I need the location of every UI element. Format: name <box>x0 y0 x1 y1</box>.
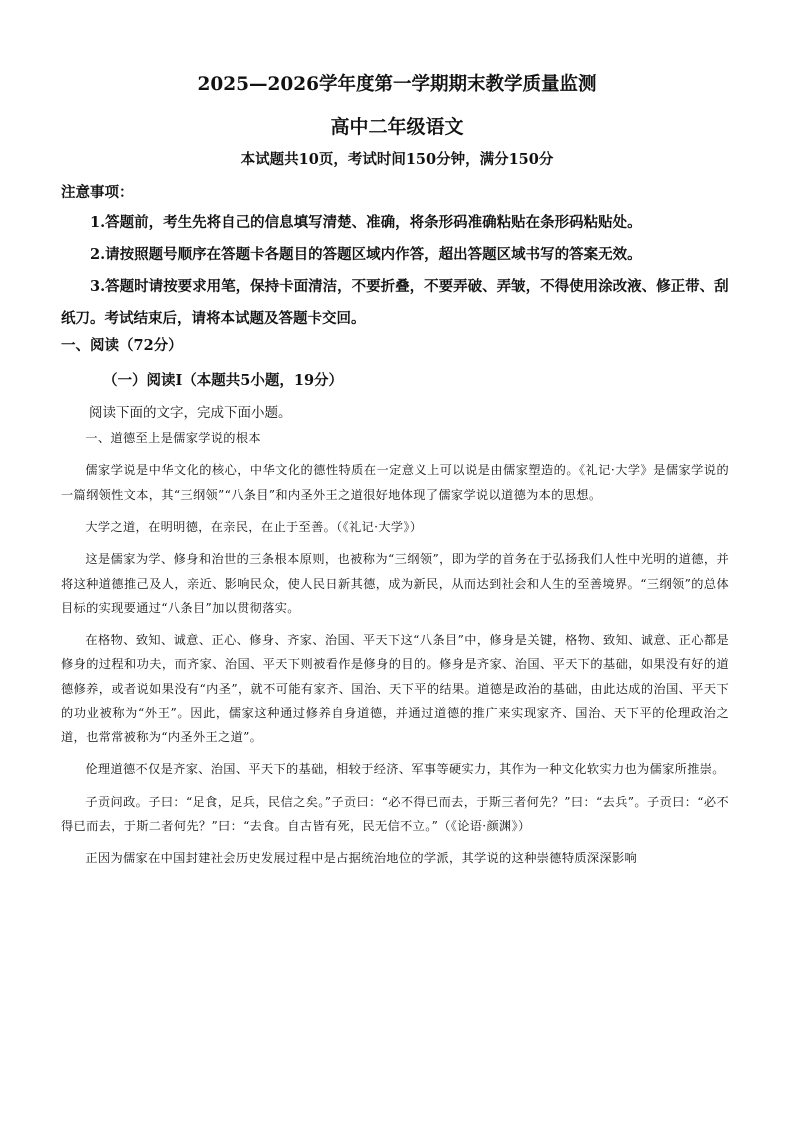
subsection-heading: （一）阅读I（本题共5小题，19分） <box>103 372 344 389</box>
passage-subheading: 一、道德至上是儒家学说的根本 <box>85 431 261 445</box>
section-heading: 一、阅读（72分） <box>61 337 183 354</box>
reading-instruction: 阅读下面的文字，完成下面小题。 <box>89 405 292 420</box>
reading-passage <box>61 426 729 879</box>
exam-subtitle: 高中二年级语文 <box>330 116 464 138</box>
passage-paragraph: 儒家学说是中华文化的核心，中华文化的德性特质在一定意义上可以说是由儒家塑造的。《礼记·大学》是儒家学说的一篇纲领性文本，其“三纲领”“八条目”和内圣外王之道很好地体现了儒家学说以道德为本的思想。 <box>61 463 729 502</box>
notice-item: 3.答题时请按要求用笔，保持卡面清洁，不要折叠，不要弄破、弄皱，不得使用涂改液、修正带、刮纸刀。考试结束后，请将本试题及答题卡交回。 <box>61 278 729 327</box>
passage-paragraph: 在格物、致知、诚意、正心、修身、齐家、治国、平天下这“八条目”中，修身是关键，格物、致知、诚意、正心都是修身的过程和功夫，而齐家、治国、平天下则被看作是修身的目的。修身是齐家、治国、平天下的基础，如果没有好的道德修养，或者说如果没有“内圣”，就不可能有家齐、国治、天下平的结果。道德是政治的基础，由此达成的治国、平天下的功业被称为“外王”。因此，儒家这种通过修养自身道德，并通过道德的推广来实现家齐、国治、天下平的伦理政治之道，也常常被称为“内圣外王之道”。 <box>61 633 729 744</box>
passage-paragraph: 正因为儒家在中国封建社会历史发展过程中是占据统治地位的学派，其学说的这种崇德特质深深影响 <box>85 851 638 866</box>
passage-paragraph: 伦理道德不仅是齐家、治国、平天下的基础，相较于经济、军事等硬实力，其作为一种文化软实力也为儒家所推崇。 <box>85 762 725 777</box>
exam-info: 本试题共10页，考试时间150分钟，满分150分 <box>240 151 554 168</box>
notice-item: 1.答题前，考生先将自己的信息填写清楚、准确，将条形码准确粘贴在条形码粘贴处。 <box>90 214 642 231</box>
notice-item: 2.请按照题号顺序在答题卡各题目的答题区域内作答，超出答题区域书写的答案无效。 <box>90 246 642 263</box>
passage-quote: 子贡问政。子曰：“足食，足兵，民信之矣。”子贡曰：“必不得已而去，于斯三者何先？”曰：“去兵”。子贡曰：“必不得已而去，于斯二者何先？”曰：“去食。自古皆有死，民无信不立。”（《论语·颜渊》） <box>61 794 729 833</box>
passage-quote: 大学之道，在明明德，在亲民，在止于至善。（《礼记·大学》） <box>85 519 423 534</box>
passage-paragraph: 这是儒家为学、修身和治世的三条根本原则，也被称为“三纲领”，即为学的首务在于弘扬我们人性中光明的道德，并将这种道德推己及人，亲近、影响民众，使人民日新其德，成为新民，从而达到社会和人生的至善境界。“三纲领”的总体目标的实现要通过“八条目”加以贯彻落实。 <box>61 552 729 615</box>
exam-title: 2025—2026学年度第一学期期末教学质量监测 <box>197 74 597 95</box>
notice-heading: 注意事项： <box>61 184 134 201</box>
